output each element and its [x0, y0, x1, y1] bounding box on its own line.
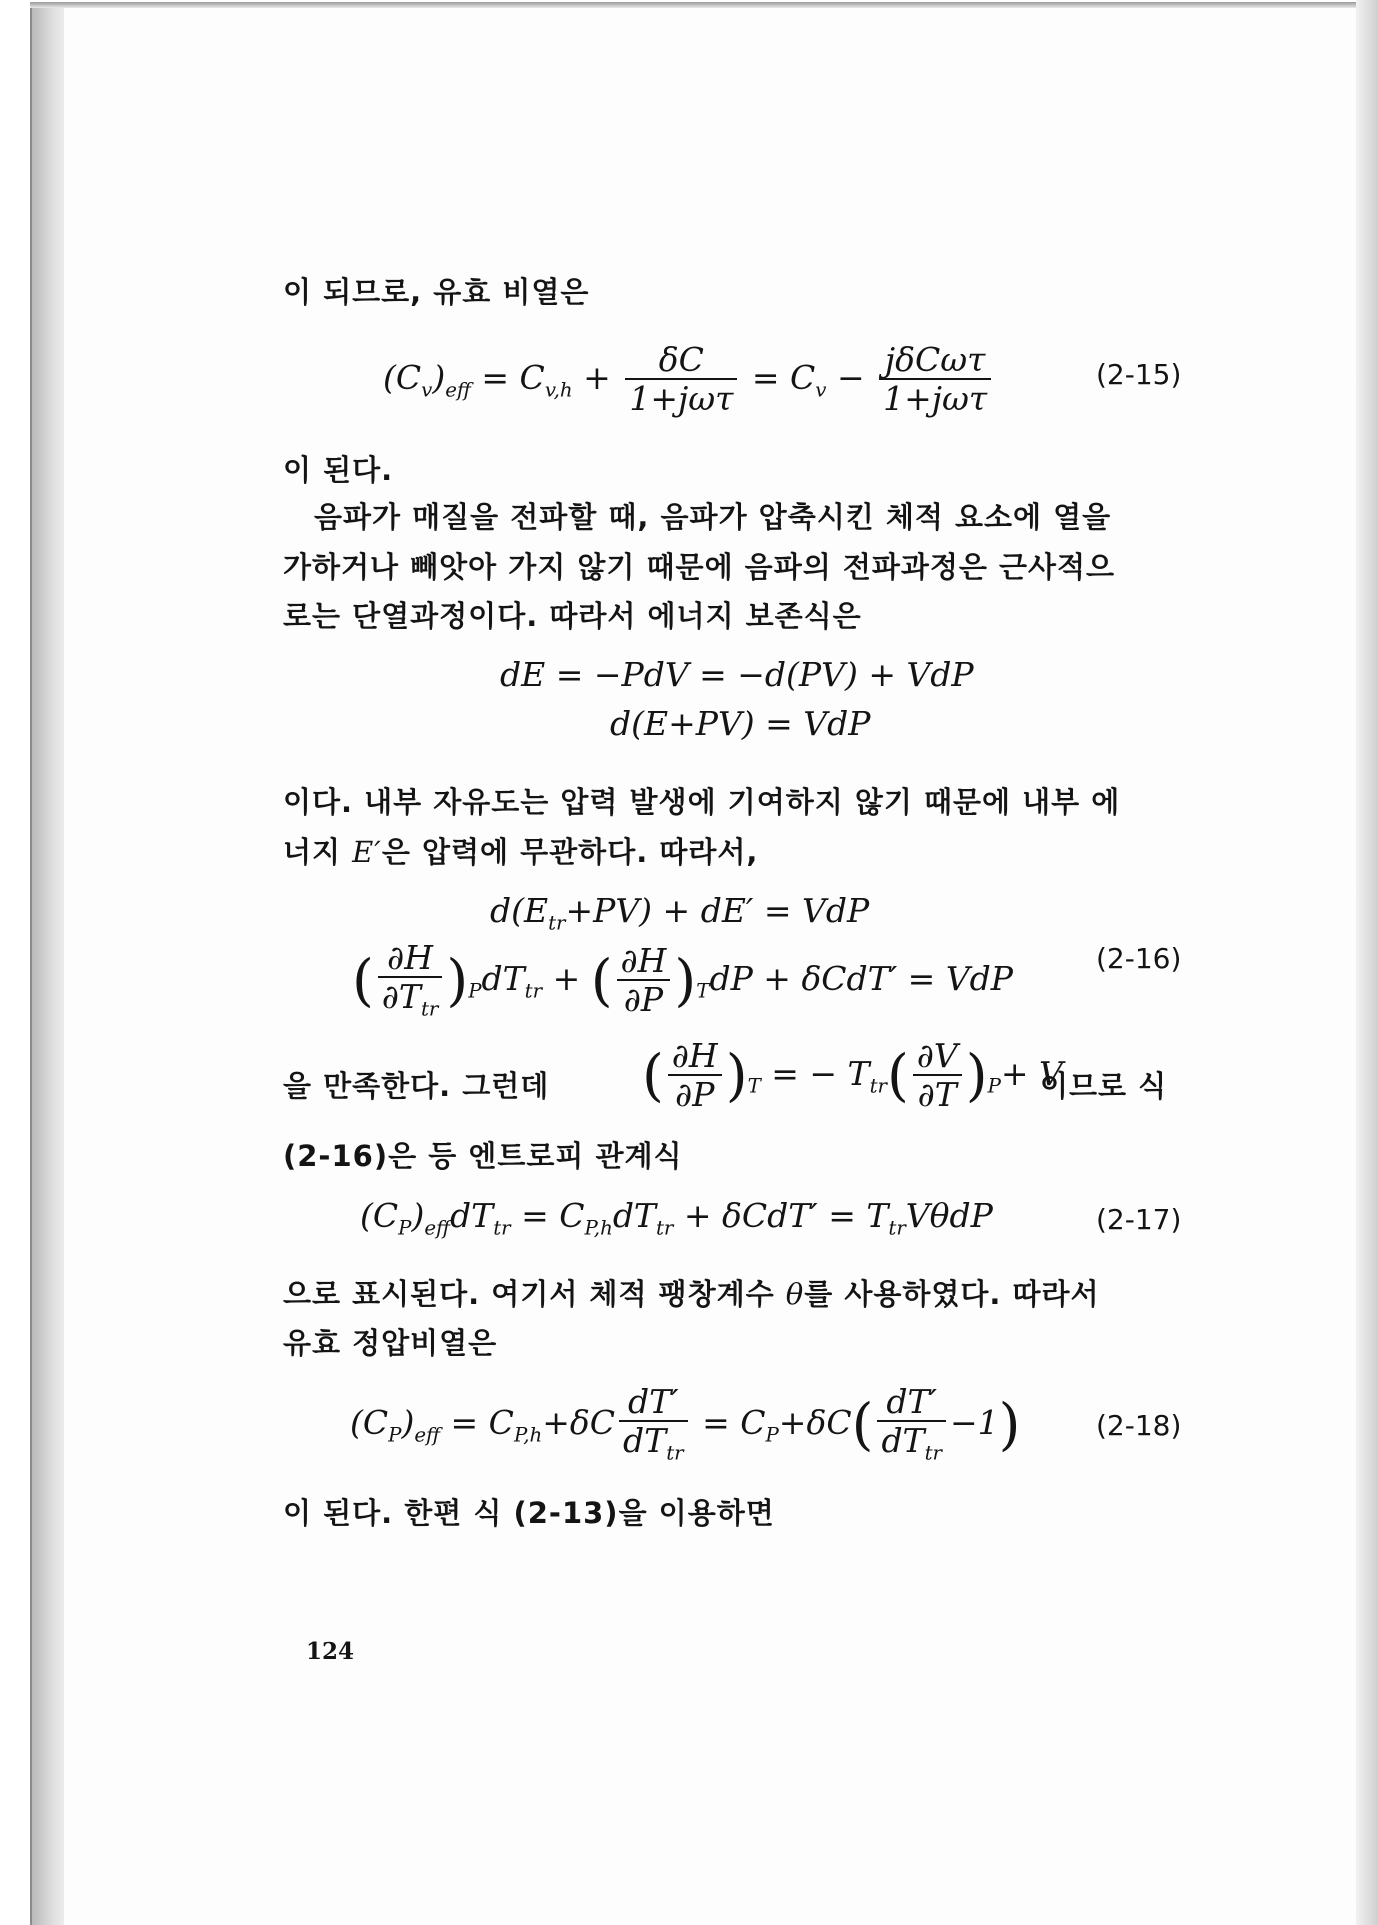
eq17-d: = C [521, 1196, 585, 1235]
text-line-4: 가하거나 빼앗아 가지 않기 때문에 음파의 전파과정은 근사적으 [283, 550, 1116, 584]
eq18-a: (C [350, 1402, 389, 1442]
page-number: 124 [306, 1638, 355, 1665]
equation-number-2-15: (2-15) [1096, 358, 1182, 391]
eq16b-fraction-2 [617, 940, 671, 1019]
eq17-g: VθdP [905, 1196, 993, 1235]
inline-frac2-den: ∂T [917, 1075, 957, 1115]
eq18-frac2-den-sub: tr [924, 1441, 942, 1465]
eq18-g: +δC [778, 1402, 852, 1442]
inline-tail: + V [1000, 1054, 1063, 1094]
text-line-8-part-a: 을 만족한다. 그런데 [283, 1069, 550, 1103]
text-line-7 [283, 830, 758, 871]
text-line-10-part-b: 를 사용하였다. 따라서 [804, 1277, 1100, 1311]
eq16b-frac2-den: ∂P [623, 980, 664, 1019]
eq16b-frac1-den [378, 978, 442, 1021]
eq17-b-sub: eff [424, 1216, 451, 1240]
eq17-f-sub: tr [888, 1216, 906, 1240]
eq18-b: ) [401, 1402, 415, 1442]
eq17-b: ) [411, 1196, 425, 1235]
eq15-frac1-den: 1+jωτ [629, 379, 734, 419]
eq18-frac2-num: dT′ [877, 1384, 946, 1422]
equation-number-2-18: (2-18) [1096, 1409, 1182, 1442]
eq17-c-sub: tr [493, 1216, 511, 1240]
text-line-9: (2-16)은 등 엔트로피 관계식 [283, 1139, 683, 1173]
equation-number-2-17: (2-17) [1096, 1203, 1182, 1236]
eq17-d-sub: P,h [584, 1216, 613, 1240]
energy-equation-1: dE = −PdV = −d(PV) + VdP [500, 655, 974, 694]
inline-mid: = − T [771, 1054, 870, 1094]
eq16a-post: +PV) + dE′ = VdP [565, 891, 870, 930]
eq18-h: −1 [949, 1402, 999, 1442]
eq15-minus: − [836, 358, 865, 398]
eq17-c: dT [450, 1196, 494, 1235]
eq17-e: dT [612, 1196, 656, 1235]
eq17-f: + δCdT′ = T [683, 1196, 889, 1235]
eq16b-fraction-1 [378, 940, 442, 1022]
eq18-c: = C [450, 1402, 514, 1442]
eq16b-term1-sub: tr [524, 979, 543, 1003]
inline-equation: ( $\frac{\partial H}{\partial P}$ )$_T$ = − $T_{tr}$( $\frac{\partial V}{\partial T}$ )$_P+ V$ [642, 1036, 1063, 1115]
text-line-2: 이 된다. [283, 453, 394, 487]
eq17-a: (C [360, 1196, 399, 1235]
symbol-e-prime: E′ [352, 835, 382, 869]
equation-2-16-line-b: ( $\frac{\partial H}{\partial T_{tr}}$ )$_PdT_{tr}$ + ( $\frac{\partial H}{\partial P}$ )$_TdP + \delta CdT'$ = VdP [352, 938, 1013, 1021]
text-line-8-part-b: 이므로 식 [1040, 1069, 1168, 1103]
eq16b-frac1-num: ∂H [378, 940, 442, 978]
eq18-frac1-den [619, 1422, 688, 1465]
inline-frac1-den: ∂P [675, 1075, 715, 1115]
equation-2-18: $(C_P)_{eff} = C_{P,h}+\delta C$ $\frac{dT'}{dT_{tr}}$ = $C_P+\delta C$( $\frac{dT'}{dT_{tr}}$ −1) [350, 1382, 1021, 1465]
eq15-frac2-num: jδCωτ [879, 342, 991, 380]
equation-2-17 [360, 1196, 993, 1240]
eq18-frac1-den-sub: tr [666, 1441, 684, 1465]
text-line-10 [283, 1272, 1100, 1313]
inline-sub2: P [987, 1074, 1001, 1098]
eq18-fraction-1 [619, 1384, 688, 1466]
eq16b-term2: dP + δCdT′ = VdP [709, 958, 1013, 998]
eq18-frac2-den [877, 1422, 946, 1465]
eq17-a-sub: P [398, 1216, 412, 1240]
inline-frac2-num: ∂V [913, 1038, 962, 1076]
eq18-b-sub: eff [414, 1423, 441, 1447]
text-line-7-part-b: 은 압력에 무관하다. 따라서, [381, 835, 759, 869]
text-line-7-part-a: 너지 [283, 835, 342, 869]
eq15-term1-sub: v,h [544, 378, 573, 402]
eq16b-frac1-den-sub: tr [420, 997, 439, 1021]
eq16b-sub1: P [468, 979, 482, 1003]
text-line-3: 음파가 매질을 전파할 때, 음파가 압축시킨 체적 요소에 열을 [314, 500, 1112, 534]
eq15-plus: + [583, 358, 611, 398]
eq16b-frac1-den-main: ∂T [381, 977, 421, 1017]
energy-equation-2: d(E+PV) = VdP [610, 704, 871, 743]
eq15-lhs-tail-sub: eff [445, 378, 471, 402]
eq16a-sub: tr [548, 911, 566, 935]
eq18-a-sub: P [388, 1423, 402, 1447]
eq15-fraction-2 [879, 342, 991, 418]
eq18-frac2-den-main: dT [881, 1421, 925, 1461]
eq15-lhs-sub: v [421, 378, 433, 402]
eq15-lhs: (C [383, 358, 422, 398]
eq18-d: +δC [542, 1402, 616, 1442]
eq18-frac1-den-main: dT [623, 1421, 667, 1461]
eq15-fraction-1 [625, 342, 737, 418]
page-edge-left [30, 8, 66, 1925]
equation-2-15 [383, 342, 995, 418]
eq15-lhs-tail: ) [432, 358, 446, 398]
inline-sub1: T [747, 1074, 761, 1098]
eq16b-sub2: T [696, 979, 710, 1003]
eq18-c-sub: P,h [513, 1423, 543, 1447]
text-line-1: 이 되므로, 유효 비열은 [283, 275, 590, 309]
page-edge-right [1356, 0, 1378, 1925]
text-line-12: 이 된다. 한편 식 (2-13)을 이용하면 [283, 1496, 775, 1530]
equation-2-16-line-a [490, 891, 869, 935]
eq18-e-sub: P [765, 1423, 779, 1447]
eq16b-term1: dT [481, 958, 525, 998]
symbol-theta: θ [785, 1277, 805, 1311]
eq15-term3: = C [751, 358, 816, 398]
text-line-10-part-a: 으로 표시된다. 여기서 체적 팽창계수 [283, 1277, 775, 1311]
eq18-e: = C [702, 1402, 766, 1442]
inline-fraction-2 [913, 1038, 962, 1114]
text-line-11: 유효 정압비열은 [283, 1326, 498, 1360]
text-line-6: 이다. 내부 자유도는 압력 발생에 기여하지 않기 때문에 내부 에 [283, 785, 1121, 819]
eq16b-frac2-num: ∂H [617, 943, 671, 981]
eq15-frac2-den: 1+jωτ [883, 379, 988, 419]
eq15-frac1-num: δC [625, 342, 737, 380]
eq17-e-sub: tr [655, 1216, 674, 1240]
inline-mid-sub: tr [869, 1074, 887, 1098]
text-line-5: 로는 단열과정이다. 따라서 에너지 보존식은 [283, 599, 862, 633]
eq15-term3-sub: v [815, 378, 827, 402]
inline-frac1-num: ∂H [668, 1038, 722, 1076]
eq18-frac1-num: dT′ [619, 1384, 688, 1422]
eq16a-pre: d(E [490, 891, 549, 930]
equation-number-2-16: (2-16) [1096, 942, 1182, 975]
inline-fraction-1 [668, 1038, 722, 1114]
eq16b-plus: + [552, 958, 581, 998]
eq15-term1: = C [481, 358, 545, 398]
eq18-fraction-2 [877, 1384, 946, 1466]
